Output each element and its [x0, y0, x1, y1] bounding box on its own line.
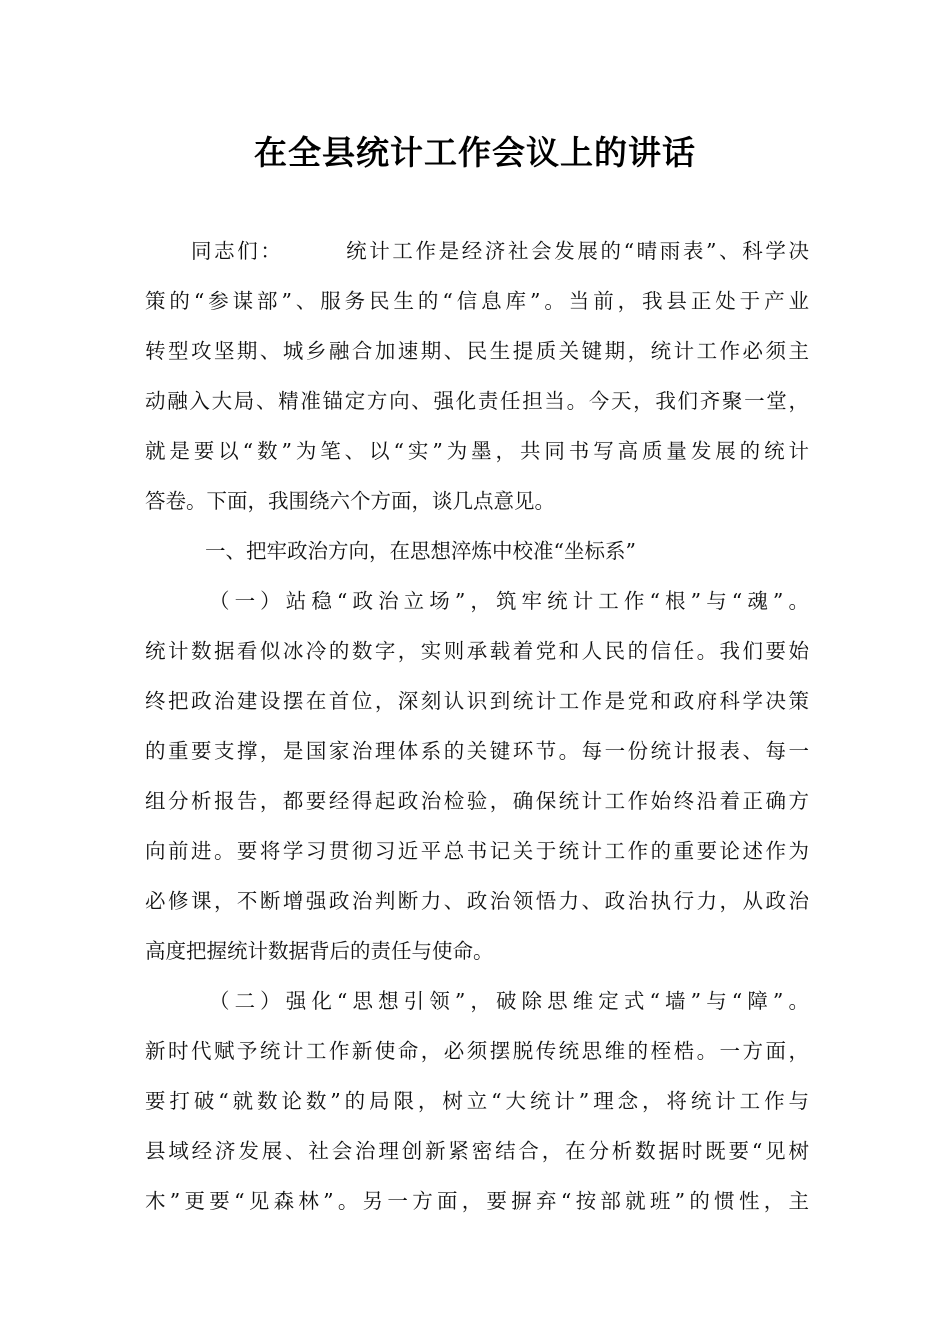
text-line: 必修课，不断增强政治判断力、政治领悟力、政治执行力，从政治: [145, 889, 809, 913]
subsection-heading: （一）站稳“政治立场”，筑牢统计工作“根”与“魂”。: [209, 589, 809, 613]
text-line: 高度把握统计数据背后的责任与使命。: [145, 939, 494, 963]
section-heading: 一、把牢政治方向，在思想淬炼中校准“坐标系”: [205, 539, 636, 563]
salutation: 同志们：: [191, 239, 284, 263]
opening-text: 统计工作是经济社会发展的“晴雨表”、科学决: [343, 239, 810, 263]
text-line: 组分析报告，都要经得起政治检验，确保统计工作始终沿着正确方: [145, 789, 809, 813]
text-line: 的重要支撑，是国家治理体系的关键环节。每一份统计报表、每一: [145, 739, 809, 763]
text-line: 动融入大局、精准锚定方向、强化责任担当。今天，我们齐聚一堂，: [145, 389, 809, 413]
text-line: 终把政治建设摆在首位，深刻认识到统计工作是党和政府科学决策: [145, 689, 809, 713]
text-line: [145, 226, 809, 276]
document-title: 在全县统计工作会议上的讲话: [254, 133, 696, 172]
text-line: 策的“参谋部”、服务民生的“信息库”。当前，我县正处于产业: [145, 289, 809, 313]
text-line: 新时代赋予统计工作新使命，必须摆脱传统思维的桎梏。一方面，: [145, 1039, 809, 1063]
text-line: 统计数据看似冰冷的数字，实则承载着党和人民的信任。我们要始: [145, 639, 809, 663]
text-line: 县域经济发展、社会治理创新紧密结合，在分析数据时既要“见树: [145, 1139, 809, 1163]
document-body: [145, 226, 809, 1226]
text-line: 转型攻坚期、城乡融合加速期、民生提质关键期，统计工作必须主: [145, 339, 809, 363]
subsection-heading: （二）强化“思想引领”，破除思维定式“墙”与“障”。: [209, 989, 809, 1013]
text-line: 木”更要“见森林”。另一方面，要摒弃“按部就班”的惯性，主: [145, 1189, 809, 1213]
text-line: 要打破“就数论数”的局限，树立“大统计”理念，将统计工作与: [145, 1089, 809, 1113]
text-line: 向前进。要将学习贯彻习近平总书记关于统计工作的重要论述作为: [145, 839, 809, 863]
text-line: 就是要以“数”为笔、以“实”为墨，共同书写高质量发展的统计: [145, 439, 809, 463]
text-line: 答卷。下面，我围绕六个方面，谈几点意见。: [145, 489, 555, 513]
